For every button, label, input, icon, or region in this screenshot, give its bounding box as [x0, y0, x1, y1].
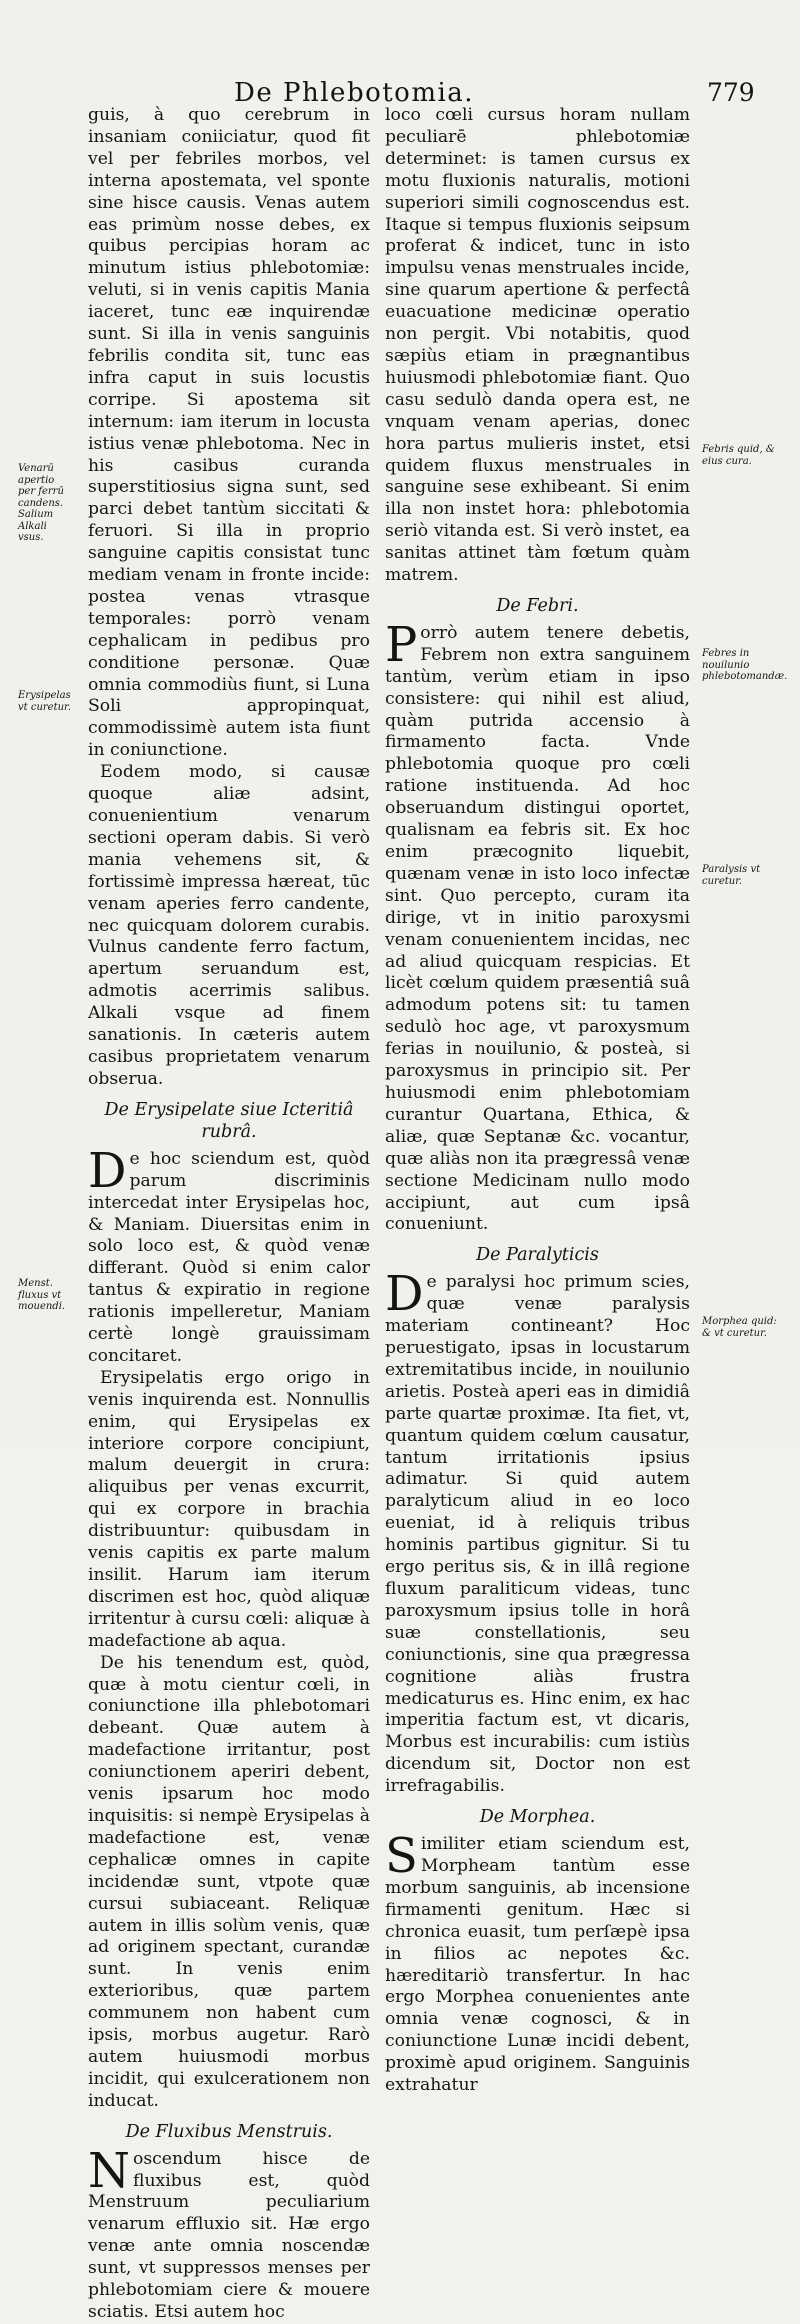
section-heading-erysipelas: De Erysipelate siue Icteritiâ rubrâ. [104, 1099, 354, 1142]
margin-note: Febris quid, & eius cura. [702, 444, 775, 467]
paragraph: Erysipelatis ergo origo in venis inquirenda est. Nonnullis enim, qui Erysipelas ex interiore corpore concipiunt, malum deuergit in crura: aliquibus per venas excurrit, qui ex corpore in brachia distribuuntur: quibusdam in venis capitis ex parte malum insilit. Harum iam iterum discrimen est hoc, quòd aliquæ irritentur à cursu cœli: aliquæ à madefactione ab aqua. [88, 1367, 370, 1651]
running-title: De Phlebotomia. [234, 78, 475, 108]
paragraph: Porrò autem tenere debetis, Febrem non extra sanguinem tantùm, verùm etiam in ipso consistere: qui nihil est aliud, quàm putrida accensio à firmamento facta. Vnde phlebotomia quoque pro cœli ratione instituenda. Ad hoc obseruandum distingui oportet, qualisnam ea febris sit. Ex hoc enim præcognito liquebit, quænam venæ in isto loco infectæ sint. Quo percepto, curam ita dirige, vt in initio paroxysmi venam conuenientem incidas, nec ad aliud quicquam respicias. Et licèt cœlum quidem præsentiâ suâ admodum potens sit: tu tamen sedulò hoc age, vt paroxysmum ferias in nouilunio, & posteà, si paroxysmus in principio sit. Per huiusmodi enim phlebotomiam curantur Quartana, Ethica, & aliæ, quæ Septanæ &c. vocantur, quæ aliàs non ita prægressâ venæ sectione Medicinam nullo modo accipiunt, aut cum ipsâ conueniunt. [385, 616, 690, 1235]
paragraph: De his tenendum est, quòd, quæ à motu cientur cœli, in coniunctione illa phlebotomari debeant. Quæ autem à madefactione irritantur, post coniunctionem aperiri debent, venis ipsarum hoc modo inquisitis: si nempè Erysipelas à madefactione est, venæ cephalicæ omnes in capite incidendæ sunt, vtpote quæ cursui subiaceant. Reliquæ autem in illis solùm venis, quæ ad originem spectant, curandæ sunt. In venis enim exterioribus, quæ partem communem non habent cum ipsis, morbus augetur. Rarò autem huiusmodi morbus incidit, qui exulcerationem non inducat. [88, 1652, 370, 2111]
margin-note: Menst. fluxus vt mouendi. [18, 1278, 66, 1312]
left-column [88, 105, 370, 2324]
page-header [0, 70, 800, 108]
margin-note: Morphea quid: & vt curetur. [702, 1316, 777, 1339]
section-heading-paralyticis: De Paralyticis [476, 1245, 599, 1266]
section-heading-febri: De Febri. [496, 595, 579, 616]
section-heading-morphea: De Morphea. [479, 1807, 596, 1828]
paragraph: De hoc sciendum est, quòd parum discriminis intercedat inter Erysipelas hoc, & Maniam. Diuersitas enim in solo loco est, & quòd venæ differant. Quòd si enim calor tantus & expiratio in regione rationis impelleretur, Maniam certè longè grauissimam concitaret. [88, 1142, 370, 1366]
paragraph: Eodem modo, si causæ quoque aliæ adsint, conuenientium venarum sectioni operam dabis. Si verò mania vehemens sit, & fortissimè impressa hæreat, tūc venam aperies ferro candente, nec quicquam dolorem curabis. Vulnus candente ferro factum, apertum seruandum est, admotis acerrimis salibus. Alkali vsque ad finem sanationis. In cæteris autem casibus proprietatem venarum obserua. [88, 762, 370, 1089]
margin-note: Venarū apertio per ferrū candens. Salium Alkali vsus. [18, 463, 64, 543]
paragraph: Similiter etiam sciendum est, Morpheam tantùm esse morbum sanguinis, ab incensione firmamenti genitum. Hæc si chronica euasit, tum perſæpè ipsa in filios ac nepotes &c. hæreditariò transfertur. In hac ergo Morphea conuenientes ante omnia venæ cognosci, & in coniunctione Lunæ incidi debent, proximè apud originem. Sanguinis extrahatur [385, 1828, 690, 2096]
section-heading-fluxus: De Fluxibus Menstruis. [125, 2121, 333, 2142]
margin-note: Erysipelas vt curetur. [18, 690, 71, 713]
page-number: 779 [707, 78, 755, 107]
paragraph: De paralysi hoc primum scies, quæ venæ paralysis materiam contineant? Hoc peruestigato, ipsas in locustarum extremitatibus incide, in nouilunio arietis. Posteà aperi eas in dimidiâ parte quartæ proximæ. Ita fiet, vt, quantum quidem cœlum causatur, tantum irritationis ipsius adimatur. Si quid autem paralyticum aliud in eo loco eueniat, id à reliquis tribus hominis partibus gignitur. Si tu ergo peritus sis, & in illâ regione fluxum paraliticum videas, tunc paroxysmum ipsius tolle in horâ suæ constellationis, seu coniunctionis, sine qua prægressa cognitione aliàs frustra medicaturus es. Hinc enim, ex hac imperitia factum est, vt dicaris, Morbus est incurabilis: cum istiùs dicendum sit, Doctor non est irrefragabilis. [385, 1266, 690, 1797]
paragraph: loco cœli cursus horam nullam peculiarē phlebotomiæ determinet: is tamen cursus ex motu fluxionis naturalis, motioni superiori simili cognoscendus est. Itaque si tempus fluxionis seipsum proferat & indicet, tunc in isto impulsu venas menstruales incide, sine quarum apertione & perfectâ euacuatione medicinæ operatio non pergit. Vbi notabitis, quod sæpiùs etiam in prægnantibus huiusmodi phlebotomiæ fiant. Quo casu sedulò danda opera est, ne vnquam venam aperias, donec hora partus mulieris instet, etsi quidem fluxus menstruales in sanguine sese exhibeant. Si enim illa non instet hora: phlebotomia seriò vitanda est. Si verò instet, ea sanitas attinet tàm fœtum quàm matrem. [385, 105, 690, 586]
paragraph: guis, à quo cerebrum in insaniam coniiciatur, quod fit vel per febriles morbos, vel interna apostemata, vel sponte sine hisce causis. Venas autem eas primùm nosse debes, ex quibus percipias horam ac minutum istius phlebotomiæ: veluti, si in venis capitis Mania iaceret, tunc eæ inquirendæ sunt. Si illa in venis sanguinis febrilis condita sit, tunc eas infra caput in suis locustis corripe. Si apostema sit internum: iam iterum in locusta istius venæ phlebotoma. Nec in his casibus curanda superstitiosius signa sunt, sed parci debet tantùm siccitati & feruori. Si illa in proprio sanguine capitis consistat tunc mediam venam in fronte incide: postea venas vtrasque temporales: porrò venam cephalicam in pedibus pro conditione personæ. Quæ omnia commodiùs fiunt, si Luna Soli appropinquat, commodissimè autem ista fiunt in coniunctione. [88, 105, 370, 761]
right-column [385, 105, 690, 2097]
margin-note: Paralysis vt curetur. [702, 864, 761, 887]
paragraph: Noscendum hisce de fluxibus est, quòd Menstruum peculiarium venarum effluxio sit. Hæ ergo venæ ante omnia noscendæ sunt, vt suppressos menses per phlebotomiam ciere & mouere sciatis. Etsi autem hoc [88, 2142, 370, 2322]
margin-note: Febres in nouilunio phlebotomandæ. [702, 648, 788, 682]
